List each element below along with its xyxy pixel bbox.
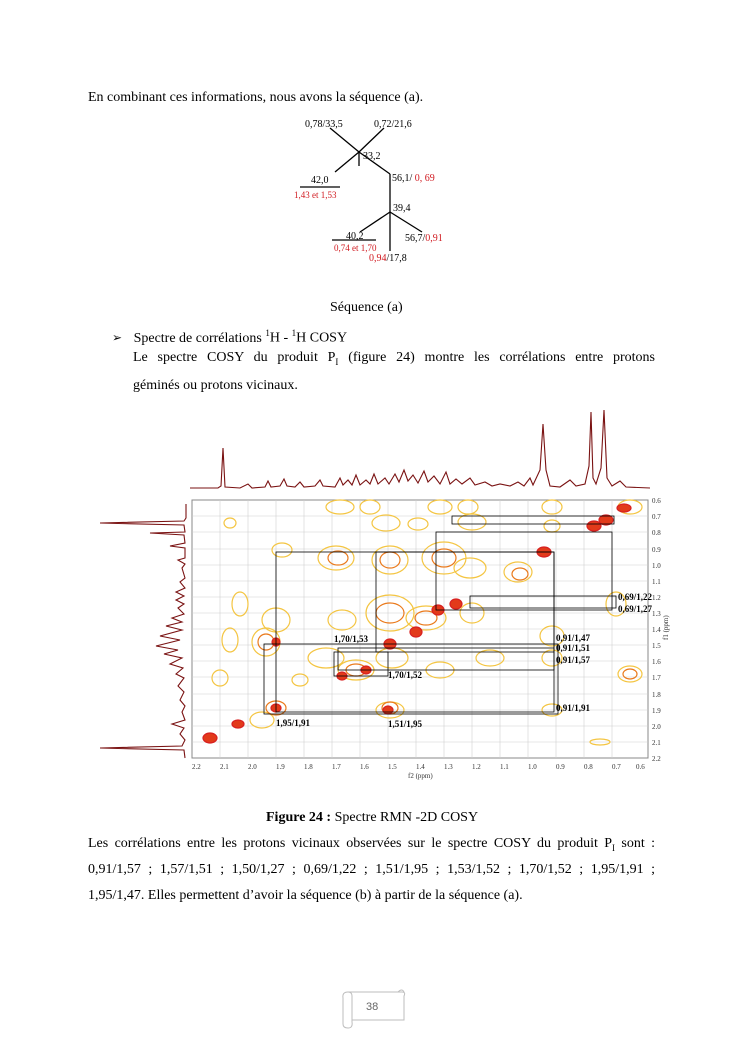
- p2-sub: I: [612, 842, 616, 853]
- label-ch-group: [392, 173, 435, 184]
- y-tick: 0.8: [652, 529, 661, 537]
- x-tick: 0.8: [584, 763, 593, 771]
- sequence-a-caption: Séquence (a): [330, 300, 403, 315]
- label-bottom-h: 0,94: [369, 253, 387, 264]
- y-tick: 2.1: [652, 739, 661, 747]
- paragraph2-line2: 0,91/1,57 ; 1,57/1,51 ; 1,50/1,27 ; 0,69/1,22 ; 1,51/1,95 ; 1,53/1,52 ; 1,70/1,52 ; 1,95/1,91 ;: [88, 862, 655, 877]
- p2-pre: Les corrélations entre les protons vicinaux observées sur le spectre COSY du produit P: [88, 836, 613, 851]
- y-tick: 0.6: [652, 497, 661, 505]
- paragraph1-line1: [133, 350, 655, 367]
- x-tick: 2.2: [192, 763, 201, 771]
- y-tick: 2.2: [652, 755, 661, 763]
- anno-8: 1,95/1,91: [276, 718, 311, 728]
- label-bottom-group: [369, 253, 407, 264]
- label-right-h: 0,91: [425, 233, 443, 244]
- anno-6: 1,70/1,52: [388, 670, 423, 680]
- bullet-title-pre: Spectre de corrélations: [133, 330, 266, 346]
- y-axis-label: f1 (ppm): [662, 615, 670, 640]
- label-right-carbon: 56,7/: [405, 233, 426, 244]
- label-top-left: 0,78/33,5: [305, 119, 343, 130]
- p1-post: (figure 24) montre les corrélations entre protons: [338, 350, 655, 365]
- y-tick: 1.7: [652, 674, 661, 682]
- x-tick: 2.0: [248, 763, 257, 771]
- figure-caption-text: Spectre RMN -2D COSY: [331, 810, 479, 825]
- y-tick: 1.1: [652, 578, 661, 586]
- y-tick: 1.5: [652, 642, 661, 650]
- y-tick: 0.9: [652, 546, 661, 554]
- y-tick: 1.9: [652, 707, 661, 715]
- sequence-a-structure: [280, 112, 480, 272]
- figure-caption: [266, 808, 478, 828]
- paragraph2-line1: [88, 834, 655, 858]
- anno-9: 1,51/1,95: [388, 719, 423, 729]
- x-tick: 1.0: [528, 763, 537, 771]
- y-tick: 1.2: [652, 594, 661, 602]
- left-projection: [100, 504, 186, 758]
- bullet-sup2: 1: [291, 328, 297, 338]
- x-tick: 1.1: [500, 763, 509, 771]
- y-tick: 0.7: [652, 513, 661, 521]
- p2-post: sont :: [615, 836, 655, 851]
- label-lower-left-carbon: 40,2: [346, 231, 364, 242]
- anno-7: 0,91/1,91: [556, 703, 591, 713]
- label-top-right: 0,72/21,6: [374, 119, 412, 130]
- p1-pre: Le spectre COSY du produit P: [133, 350, 336, 365]
- anno-0: 0,69/1,22: [618, 592, 653, 602]
- y-tick: 1.6: [652, 658, 661, 666]
- x-tick: 1.5: [388, 763, 397, 771]
- label-ch-h: 0, 69: [412, 173, 435, 184]
- label-right-group: [405, 233, 443, 244]
- anno-2: 0,91/1,47: [556, 633, 591, 643]
- paragraph1-line2: géminés ou protons vicinaux.: [133, 378, 298, 393]
- label-lower-left-h: 0,74 et 1,70: [334, 243, 377, 253]
- x-tick: 0.9: [556, 763, 565, 771]
- y-tick: 1.4: [652, 626, 661, 634]
- bullet-heading: [112, 323, 347, 349]
- page-number: 38: [366, 1001, 379, 1013]
- x-tick: 1.8: [304, 763, 313, 771]
- x-tick: 1.4: [416, 763, 425, 771]
- figure-caption-bold: Figure 24 :: [266, 810, 332, 825]
- anno-1: 0,69/1,27: [618, 604, 653, 614]
- label-c-center: 33,2: [363, 151, 381, 162]
- anno-5: 1,70/1,53: [334, 634, 369, 644]
- bullet-sup1: 1: [265, 328, 270, 338]
- x-tick: 1.2: [472, 763, 481, 771]
- label-ch-carbon: 56,1/: [392, 173, 413, 184]
- top-projection: [190, 410, 650, 488]
- bullet-title-post: H COSY: [296, 330, 348, 346]
- p1-sub: I: [335, 356, 339, 367]
- y-tick: 2.0: [652, 723, 661, 731]
- label-left-h: 1,43 et 1,53: [294, 190, 337, 200]
- x-tick: 1.6: [360, 763, 369, 771]
- x-tick: 0.7: [612, 763, 621, 771]
- x-tick: 1.3: [444, 763, 453, 771]
- label-bottom-carbon: /17,8: [386, 253, 407, 264]
- intro-text: En combinant ces informations, nous avons la séquence (a).: [88, 90, 424, 105]
- x-axis-label: f2 (ppm): [408, 772, 433, 780]
- x-tick: 1.7: [332, 763, 341, 771]
- cosy-spectrum: [90, 408, 670, 780]
- bullet-title-mid: H -: [269, 330, 292, 346]
- x-tick: 0.6: [636, 763, 645, 771]
- y-tick: 1.3: [652, 610, 661, 618]
- x-tick: 2.1: [220, 763, 229, 771]
- label-left-carbon: 42,0: [311, 175, 329, 186]
- bullet-arrow-icon: ➢: [112, 330, 123, 345]
- label-c-lower: 39,4: [393, 203, 411, 214]
- paragraph2-line3: 1,95/1,47. Elles permettent d’avoir la séquence (b) à partir de la séquence (a).: [88, 888, 523, 903]
- x-tick: 1.9: [276, 763, 285, 771]
- anno-3: 0,91/1,51: [556, 643, 591, 653]
- y-tick: 1.8: [652, 691, 661, 699]
- anno-4: 0,91/1,57: [556, 655, 591, 665]
- y-tick: 1.0: [652, 562, 661, 570]
